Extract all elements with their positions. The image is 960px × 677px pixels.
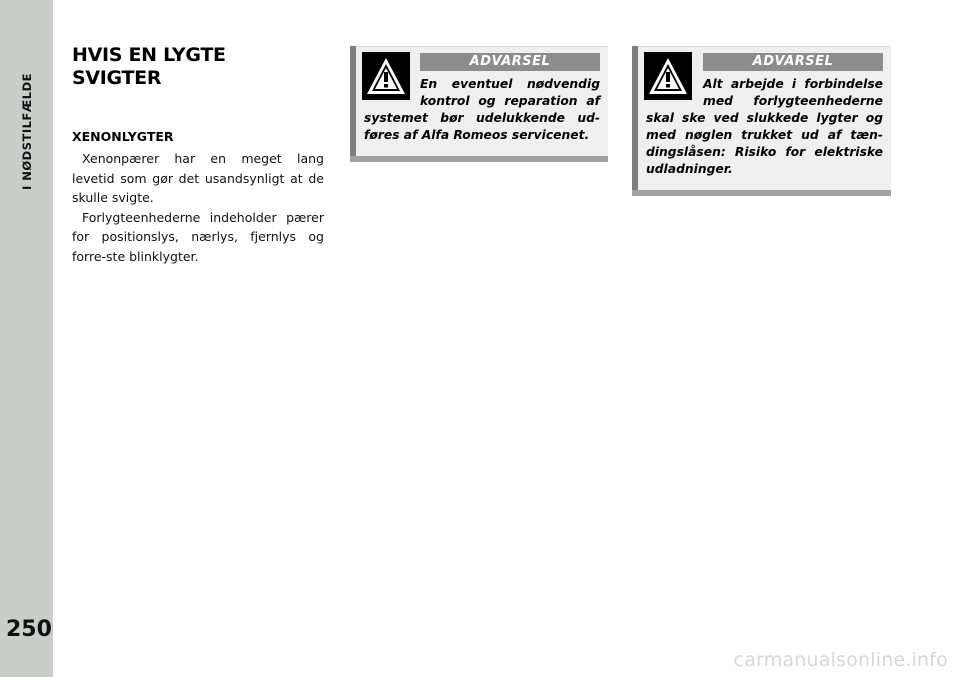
warning-text-1 [420, 76, 600, 110]
warning-text-line: med nøglen trukket ud af tæn- [646, 128, 883, 142]
page-heading [72, 44, 324, 90]
warning-label: ADVARSEL [420, 53, 600, 71]
paragraph-1: Xenonpærer har en meget lang levetid som gør det usandsynligt at de skulle svigte. [72, 151, 324, 205]
paragraph-2: Forlygteenhederne indeholder pærer for positionslys, nærlys, fjernlys og forre-ste blinklygter. [72, 209, 324, 264]
box-edge-bottom [632, 190, 891, 196]
warning-text-line: kontrol og reparation af [420, 94, 600, 108]
warning-text-2-full [646, 110, 883, 178]
warning-text-line: med forlygteenhederne [703, 94, 883, 108]
section-subheading: XENONLYGTER [72, 129, 174, 144]
warning-label: ADVARSEL [703, 53, 883, 71]
warning-box-2 [632, 46, 891, 196]
warning-text-line: Alt arbejde i forbindelse [703, 77, 883, 91]
box-edge-top [638, 46, 891, 47]
warning-text-line: systemet bør udelukkende ud- [364, 111, 600, 125]
watermark: carmanualsonline.info [733, 649, 948, 671]
main-column [72, 44, 324, 266]
warning-text-line: føres af Alfa Romeos servicenet. [364, 128, 590, 142]
warning-text-line: skal ske ved slukkede lygter og [646, 111, 883, 125]
warning-text-1-full [364, 110, 600, 144]
box-edge-left [632, 46, 638, 196]
warning-triangle-icon [644, 52, 692, 100]
warning-triangle-icon [362, 52, 410, 100]
box-edge-left [350, 46, 356, 162]
chapter-title: I NØDSTILFÆLDE [20, 72, 34, 190]
warning-text-2 [703, 76, 883, 110]
warning-box-1 [350, 46, 608, 162]
box-edge-top [356, 46, 608, 47]
heading-line-2: SVIGTER [72, 67, 162, 89]
warning-text-line: udladninger. [646, 162, 733, 176]
box-edge-bottom [350, 156, 608, 162]
warning-text-line: En eventuel nødvendig [420, 77, 600, 91]
page-number: 250 [6, 617, 52, 642]
heading-line-1: HVIS EN LYGTE [72, 44, 226, 66]
warning-text-line: dingslåsen: Risiko for elektriske [646, 145, 883, 159]
